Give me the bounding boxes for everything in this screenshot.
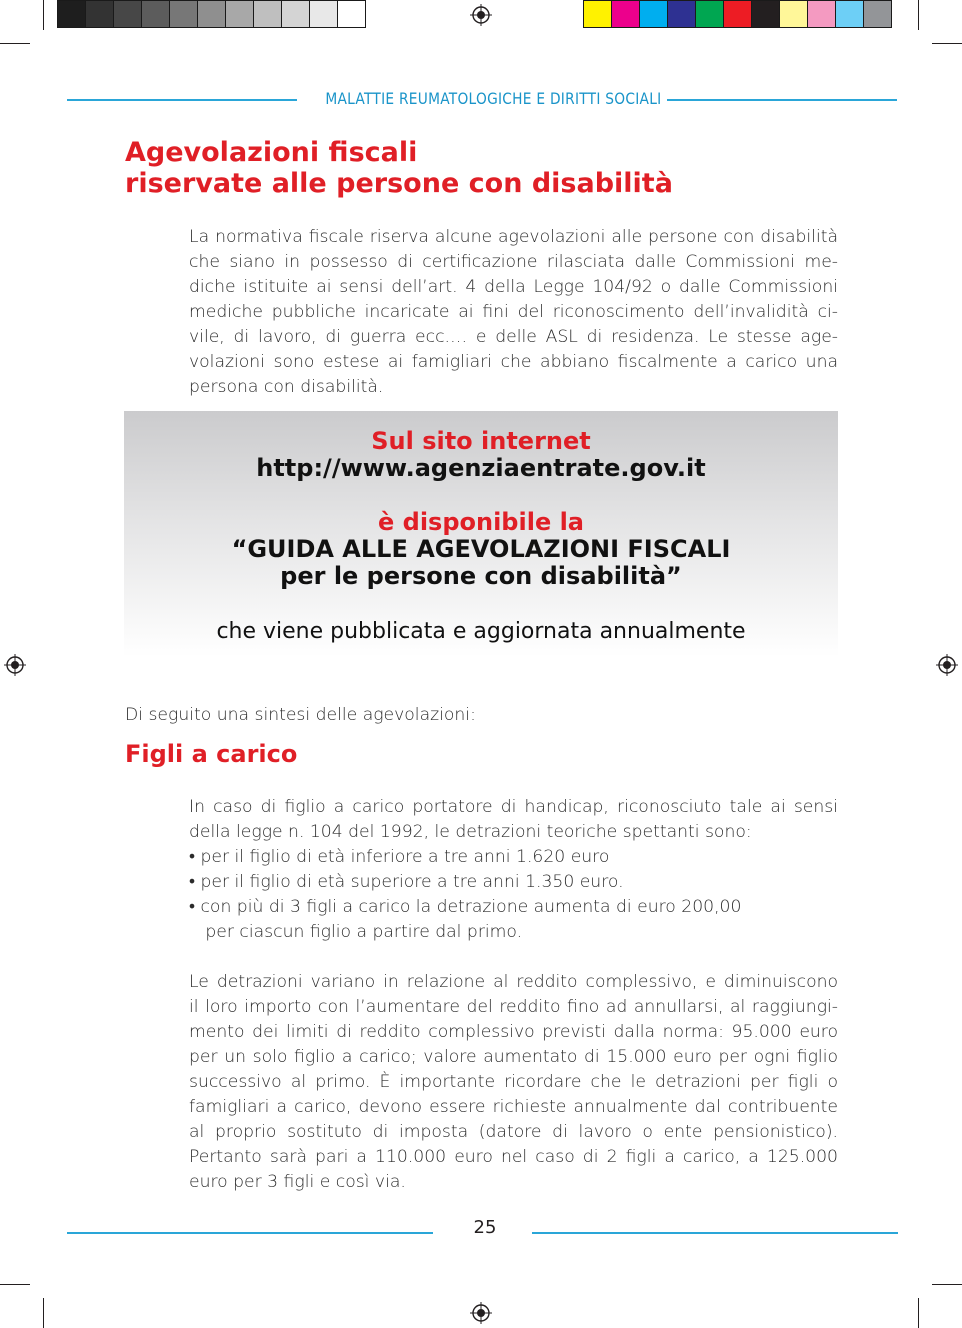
crop-mark (43, 1298, 44, 1328)
color-swatch (667, 0, 696, 28)
color-swatch (863, 0, 892, 28)
registration-mark-icon (4, 654, 26, 676)
section-paragraph-1 (189, 795, 838, 945)
text-line: famigliari a carico, devono essere richieste annualmente dal contribuente (189, 1097, 838, 1117)
registration-mark-icon (470, 4, 492, 26)
text-line: al proprio sostituto di imposta (datore di lavoro o ente pensionistico). (189, 1122, 838, 1142)
color-swatch (197, 0, 226, 28)
process-color-bar (583, 0, 891, 30)
color-swatch (281, 0, 310, 28)
callout-line-3: è disponibile la (378, 508, 584, 536)
text-line: La normativa fiscale riserva alcune agevolazioni alle persone con disabilità (189, 227, 838, 247)
text-line: successivo al primo. È importante ricordare che le detrazioni per figli o (189, 1072, 838, 1092)
crop-mark (0, 43, 30, 44)
text-line: per un solo figlio a carico; valore aumentato di 15.000 euro per ogni figlio (189, 1047, 838, 1067)
bullet-item: • con più di 3 figli a carico la detrazione aumenta di euro 200,00 (189, 897, 742, 917)
crop-mark (932, 43, 962, 44)
crop-mark (932, 1284, 962, 1285)
summary-intro: Di seguito una sintesi delle agevolazioni: (125, 705, 476, 725)
color-swatch (113, 0, 142, 28)
color-swatch (169, 0, 198, 28)
section-paragraph-2 (189, 970, 838, 1195)
registration-mark-icon (470, 1302, 492, 1324)
text-line: euro per 3 figli e così via. (189, 1172, 406, 1192)
crop-mark (43, 0, 44, 30)
section-heading: Figli a carico (125, 740, 298, 768)
color-swatch (225, 0, 254, 28)
color-swatch (695, 0, 724, 28)
callout-url: http://www.agenziaentrate.gov.it (256, 454, 706, 482)
color-swatch (751, 0, 780, 28)
text-line: Pertanto sarà pari a 110.000 euro nel caso di 2 figli a carico, a 125.000 (189, 1147, 838, 1167)
text-line: vile, di lavoro, di guerra ecc.… e delle ASL di residenza. Le stesse age- (189, 327, 838, 347)
page-title-line-2: riservate alle persone con disabilità (125, 168, 673, 199)
running-header: MALATTIE REUMATOLOGICHE E DIRITTI SOCIALI (325, 89, 662, 108)
color-swatch (723, 0, 752, 28)
text-line: mento dei limiti di reddito complessivo previsti dalla norma: 95.000 euro (189, 1022, 838, 1042)
callout-box (124, 411, 838, 657)
text-line: della legge n. 104 del 1992, le detrazioni teoriche spettanti sono: (189, 822, 752, 842)
color-swatch (309, 0, 338, 28)
grayscale-color-bar (57, 0, 365, 30)
bullet-item-continuation: per ciascun figlio a partire dal primo. (189, 922, 523, 942)
color-swatch (611, 0, 640, 28)
footer-rule-left (67, 1232, 433, 1234)
color-swatch (253, 0, 282, 28)
color-swatch (779, 0, 808, 28)
header-rule-left (67, 99, 297, 101)
callout-line-1: Sul sito internet (371, 427, 591, 455)
color-swatch (639, 0, 668, 28)
text-line: persona con disabilità. (189, 377, 384, 397)
crop-mark (0, 1284, 30, 1285)
color-swatch (337, 0, 366, 28)
text-line: In caso di figlio a carico portatore di handicap, riconosciuto tale ai sensi (189, 797, 838, 817)
bullet-item: • per il figlio di età inferiore a tre anni 1.620 euro (189, 847, 610, 867)
header-rule-right (667, 99, 897, 101)
registration-mark-icon (936, 654, 958, 676)
guide-title-line-1: “GUIDA ALLE AGEVOLAZIONI FISCALI (231, 535, 731, 563)
page-title-line-1: Agevolazioni fiscali (125, 137, 418, 168)
color-swatch (583, 0, 612, 28)
color-swatch (807, 0, 836, 28)
intro-paragraph (189, 225, 838, 400)
crop-mark (918, 0, 919, 30)
footer-rule-right (532, 1232, 898, 1234)
color-swatch (141, 0, 170, 28)
guide-title-line-2: per le persone con disabilità” (280, 562, 682, 590)
color-swatch (835, 0, 864, 28)
text-line: che siano in possesso di certificazione rilasciata dalle Commissioni me- (189, 252, 838, 272)
text-line: diche istituite ai sensi dell’art. 4 della Legge 104/92 o dalle Commissioni (189, 277, 838, 297)
color-swatch (57, 0, 86, 28)
color-swatch (85, 0, 114, 28)
text-line: il loro importo con l’aumentare del reddito fino ad annullarsi, al raggiungi- (189, 997, 838, 1017)
page-number: 25 (473, 1217, 497, 1238)
text-line: Le detrazioni variano in relazione al reddito complessivo, e diminuiscono (189, 972, 838, 992)
text-line: mediche pubbliche incaricate ai fini del riconoscimento dell’invalidità ci- (189, 302, 838, 322)
crop-mark (918, 1298, 919, 1328)
bullet-item: • per il figlio di età superiore a tre anni 1.350 euro. (189, 872, 624, 892)
text-line: volazioni sono estese ai famigliari che abbiano fiscalmente a carico una (189, 352, 838, 372)
callout-note: che viene pubblicata e aggiornata annualmente (216, 619, 746, 644)
page-title (125, 137, 673, 199)
